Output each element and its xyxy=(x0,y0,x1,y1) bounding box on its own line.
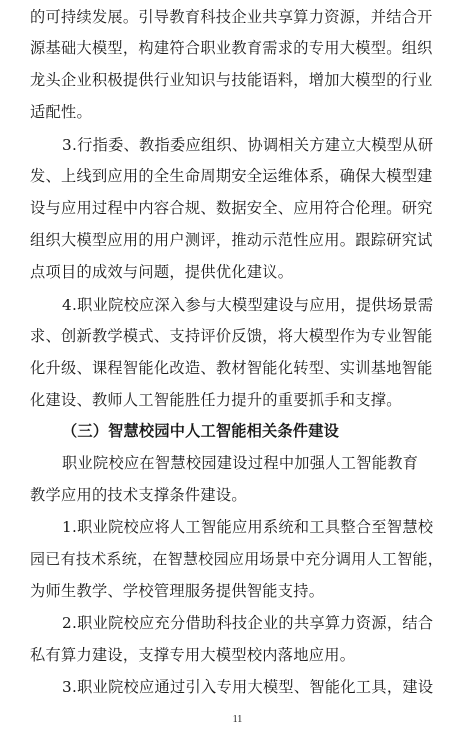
body-text-line: 点项目的成效与问题，提供优化建议。 xyxy=(30,263,294,281)
body-text-line: 化升级、课程智能化改造、教材智能化转型、实训基地智能 xyxy=(30,359,433,377)
body-text-line: 适配性。 xyxy=(30,103,92,121)
body-text-line: 源基础大模型，构建符合职业教育需求的专用大模型。组织 xyxy=(30,39,433,57)
body-text-line: 私有算力建设，支撑专用大模型校内落地应用。 xyxy=(30,646,356,664)
body-text-line: 4.职业院校应深入参与大模型建设与应用，提供场景需 xyxy=(62,296,434,314)
body-text-line: 的可持续发展。引导教育科技企业共享算力资源，并结合开 xyxy=(30,8,433,26)
body-text-line: 职业院校应在智慧校园建设过程中加强人工智能教育 xyxy=(62,454,419,472)
body-text-line: 园已有技术系统，在智慧校园应用场景中充分调用人工智能， xyxy=(30,550,444,568)
section-heading: （三）智慧校园中人工智能相关条件建设 xyxy=(62,422,339,440)
body-text-line: 龙头企业积极提供行业知识与技能语料，增加大模型的行业 xyxy=(30,71,433,89)
body-text-line: 发、上线到应用的全生命周期安全运维体系，确保大模型建 xyxy=(30,167,433,185)
body-text-line: 组织大模型应用的用户测评，推动示范性应用。跟踪研究试 xyxy=(30,231,433,249)
body-text-line: 3.职业院校应通过引入专用大模型、智能化工具，建设 xyxy=(62,678,434,696)
body-text-line: 2.职业院校应充分借助科技企业的共享算力资源，结合 xyxy=(62,614,434,632)
body-text-line: 3.行指委、教指委应组织、协调相关方建立大模型从研 xyxy=(62,136,434,154)
body-text-line: 为师生教学、学校管理服务提供智能支持。 xyxy=(30,582,325,600)
body-text-line: 化建设、教师人工智能胜任力提升的重要抓手和支撑。 xyxy=(30,391,402,409)
body-text-line: 教学应用的技术支撑条件建设。 xyxy=(30,486,247,504)
body-text-line: 求、创新教学模式、支持评价反馈，将大模型作为专业智能 xyxy=(30,327,433,345)
page-number: 11 xyxy=(232,714,243,725)
body-text-line: 设与应用过程中内容合规、数据安全、应用符合伦理。研究 xyxy=(30,199,433,217)
body-text-line: 1.职业院校应将人工智能应用系统和工具整合至智慧校 xyxy=(62,518,434,536)
